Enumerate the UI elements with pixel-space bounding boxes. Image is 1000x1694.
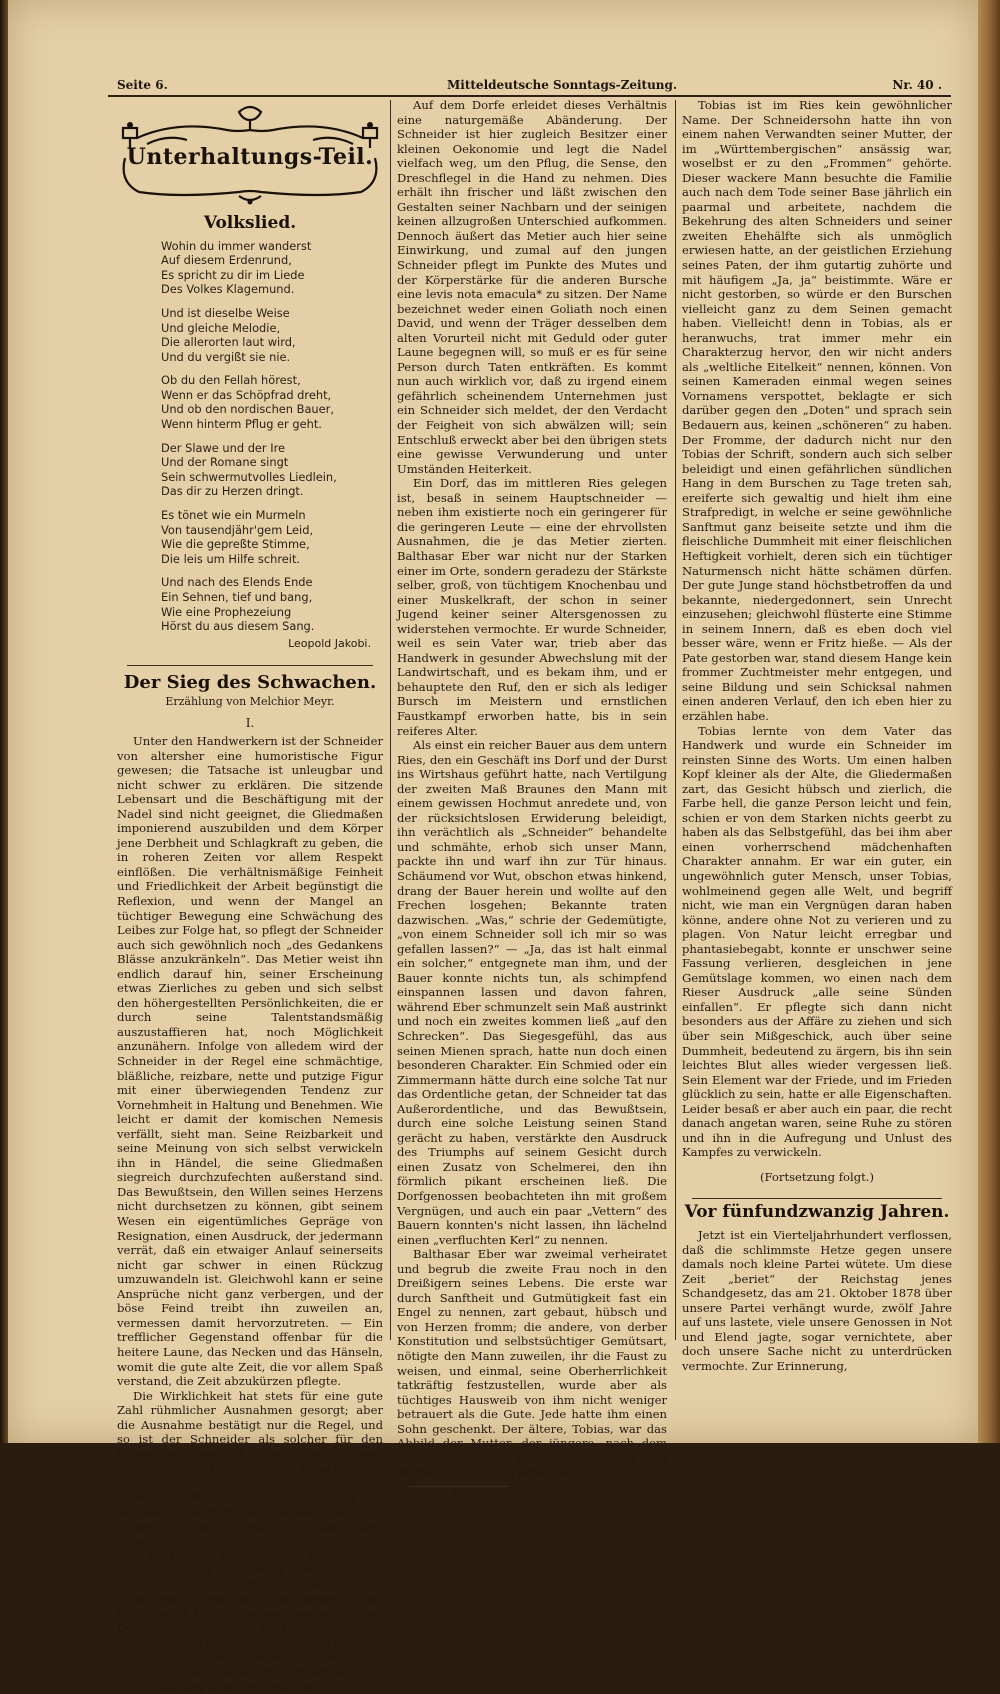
section-title: Unterhaltungs-Teil. <box>126 144 374 170</box>
column-rule-2 <box>675 100 676 1340</box>
column-2 <box>397 98 667 1499</box>
poem-line: Und ist dieselbe Weise <box>161 305 290 320</box>
story-subtitle: Erzählung von Melchior Meyr. <box>165 694 335 708</box>
poem-stanza <box>161 508 383 566</box>
poem-line: Wenn hinterm Pflug er geht. <box>161 417 322 432</box>
poem-line: Und gleiche Melodie, <box>161 320 281 335</box>
story-paragraph-2: Die Wirklichkeit hat stets für eine gute Zahl rühmlicher Ausnahmen gesorgt; aber die Ausnahme bestätigt nur die Regel, und so ist der Schneider als solcher für den Humor im Leben und in der Kunst ein Typus geworden und hat die Sprache mit charakteristierenden Ausdrücken bereichert. Wenn in einer Erzählung ein Schneider auftritt, so denken wir uns notwendig eine Figur, die der oben gegebenen Schilderung entspricht. Hätte der Poet nun die Absicht, durch einen Vertreter dieses Handwerks gewaltige Taten tun zu lassen, so müßte er seine Fähigkeit dazu ganz besonders nachweisen. Der Hufschmied kann ohne weiteres ein halbes Dutzend Schneider in die Flucht schlagen; wenn aber ein Schneider ein halbes Dutzend Hufschmiede niederstreckte, so wäre das eine Tat, über deren Möglichkeit wir uns eine Erklärung ausbitten müßten. <box>117 1388 383 1694</box>
poem-body <box>117 239 383 634</box>
poem-line: Die allerorten laut wird, <box>161 335 296 350</box>
poem-line: Wohin du immer wanderst <box>161 238 312 253</box>
article2-paragraph: Jetzt ist ein Vierteljahrhundert verflossen, daß die schlimmste Hetze gegen unsere damals noch kleine Partei wütete. Um diese Zeit „beriet“ der Reichstag jenes Schandgesetz, das am 21. Oktober 1878 über unsere Partei verhängt wurde, zwölf Jahre auf uns lastete, viele unsere Genossen in Not und Elend jagte, sogar vernichtete, aber doch unsere Sache nicht zu unterdrücken vermochte. Zur Erinnerung, <box>682 1228 952 1373</box>
poem-stanza <box>161 575 383 633</box>
story-paragraph-1: Unter den Handwerkern ist der Schneider von altersher eine humoristische Figur gewesen; die Tatsache ist unleugbar und nicht schwer zu erklären. Die sitzende Lebensart und die Beschäftigung mit der Nadel sind nicht geeignet, die Gliedmaßen imponierend auszubilden und dem Körper jene Derbheit und Schlagkraft zu geben, die in roheren Zeiten vor allem Respekt einflößen. Die verhältnismäßige Feinheit und Friedlichkeit der Arbeit begünstigt die Reflexion, und wenn der Mangel an tüchtiger Bewegung eine Schwächung des Leibes zur Folge hat, so pflegt der Schneider auch sich gewöhnlich noch „des Gedankens Blässe anzukränkeln“. Das Metier weist ihn endlich darauf hin, seiner Erscheinung etwas Zierliches zu geben und sich selbst den höhergestellten Persönlichkeiten, die er durch seine Talentstandsmäßig auszustaffieren hat, noch Möglichkeit anzunähern. Infolge von alledem wird der Schneider in der Regel eine schmächtige, bläßliche, reizbare, nette und putzige Figur mit einer überwiegenden Tendenz zur Vornehmheit in Haltung und Benehmen. Wie leicht er damit der komischen Nemesis verfällt, sieht man. Seine Reizbarkeit und seine Meinung von sich selbst verwickeln ihn in Händel, die seine Gliedmaßen siegreich durchzufechten außerstand sind. Das Bewußtsein, den Willen seines Herzens nicht durchsetzen zu können, gibt seinem Wesen ein eigentümliches Gepräge von Resignation, einen Ausdruck, der jedermann verrät, daß ein etwaiger Anlauf seinerseits nicht gar schwer in einen Rückzug umzuwandeln ist. Gleichwohl kann er seine Ansprüche nicht ganz verbergen, und der böse Feind treibt ihn zuweilen an, vermessen damit hervorzutreten. — Ein trefflicher Gegenstand offenbar für die heitere Laune, das Necken und das Hänseln, womit die gute alte Zeit, die vor allem Spaß verstand, die Zeit abzukürzen pflegte. <box>117 733 383 1389</box>
poem-line: Und ob den nordischen Bauer, <box>161 402 334 417</box>
poem-stanza <box>161 306 383 364</box>
page-number: Seite 6. <box>117 78 168 92</box>
poem-line: Hörst du aus diesem Sang. <box>161 619 315 634</box>
poem-line: Der Slawe und der Ire <box>161 440 286 455</box>
section-ornament <box>117 98 383 210</box>
story-title: Der Sieg des Schwachen. <box>123 672 377 694</box>
poem-title: Volkslied. <box>203 213 297 233</box>
page-left-edge <box>0 0 8 1443</box>
poem-line: Wenn er das Schöpfrad dreht, <box>161 387 332 402</box>
poem-line: Ob du den Fellah hörest, <box>161 373 301 388</box>
page-header <box>107 76 950 94</box>
header-rule <box>108 95 951 97</box>
poem-stanza <box>161 373 383 431</box>
story-paragraph-6: Balthasar Eber war zweimal verheiratet und begrub die zweite Frau noch in den Dreißigern seines Lebens. Die erste war durch Sanftheit und Gutmütigkeit fast ein Engel zu nennen, zart gebaut, hübsch und von Herzen fromm; die andere, von derber Konstitution und selbstsüchtiger Gemütsart, nötigte den Mann zuweilen, ihr die Faust zu weisen, und einmal, seine Oberherrlichkeit tatkräftig festzustellen, wurde aber als tüchtiges Hausweib von ihm nicht weniger betrauert als die Gute. Jede hatte ihm einen Sohn geschenkt. Der ältere, Tobias, war das Abbild der Mutter, der jüngere, nach dem Großvater Kaspar genannt, ließ Vater und Mutter gleichmäßig erkennen. <box>397 1247 667 1480</box>
poem-line: Des Volkes Klagemund. <box>161 282 295 297</box>
poem-line: Wie eine Prophezeiung <box>161 604 292 619</box>
poem-stanza <box>161 239 383 297</box>
section-divider <box>127 665 373 666</box>
poem-line: Wie die gepreßte Stimme, <box>161 537 310 552</box>
poem-line: Sein schwermutvolles Liedlein, <box>161 469 337 484</box>
poem-line: Die leis um Hilfe schreit. <box>161 551 301 566</box>
story-paragraph-4: Ein Dorf, das im mittleren Ries gelegen ist, besaß in seinem Hauptschneider — neben ihm existierte noch ein geringerer für die geringeren Leute — eine der ehrvollsten Ausnahmen, die je das Metier zierten. Balthasar Eber war nicht nur der Starken einer im Orte, sondern geradezu der Stärkste selber, groß, von tüchtigem Knochenbau und einer Muskelkraft, der schon in seiner Jugend keiner seiner Altersgenossen zu widerstehen vermochte. Er wurde Schneider, weil es sein Vater war, trieb aber das Handwerk in gesunder Abwechslung mit der Landwirtschaft, und es bekam ihm, und er behauptete den Ruf, den er sich als lediger Bursch im Meistern und ernstlichen Faustkampf erworben hatte, bis in sein reiferes Alter. <box>397 476 667 738</box>
poem-line: Es spricht zu dir im Liede <box>161 267 305 282</box>
footnote: * Moralische Anrüchigkeit. <box>443 1487 580 1499</box>
newspaper-title: Mitteldeutsche Sonntags-Zeitung. <box>447 78 678 92</box>
continued-note: (Fortsetzung folgt.) <box>759 1169 874 1184</box>
poem-author: Leopold Jakobi. <box>288 636 371 650</box>
story-chapter: I. <box>245 716 255 731</box>
column-rule-1 <box>390 100 391 1340</box>
column-3 <box>682 98 952 1373</box>
poem-line: Und du vergißt sie nie. <box>161 349 291 364</box>
story-paragraph-7: Tobias ist im Ries kein gewöhnlicher Name. Der Schneidersohn hatte ihn von einem nahen Verwandten seiner Mutter, der im „Württembergischen“ ansässig war, woselbst er zu den „Frommen“ gehörte. Dieser wackere Mann besuchte die Familie auch nach dem Tode seiner Base jährlich ein paarmal und arbeitete, nachdem die Bekehrung des alten Schneiders und seiner zweiten Ehehälfte sich als unmöglich erwiesen hatte, an der geistlichen Erziehung seines Paten, der ihm gutartig zuhörte und mit häufigem „Ja, ja“ beistimmte. Wäre er nicht gestorben, so würde er den Burschen vielleicht ganz zu dem Seinen gemacht haben. Vielleicht! denn in Tobias, als er heranwuchs, trat immer mehr ein Charakterzug hervor, den wir nicht anders als „weltliche Eitelkeit“ nennen, können. Von seinen Kameraden einmal wegen seines Vornamens verspottet, beklagte er sich darüber gegen den „Doten“ und sprach sein Bedauern aus, keinen „schöneren“ zu haben. Der Fromme, der dadurch nicht nur den Tobias der Schrift, sondern auch sich selber beleidigt und einen gefährlichen sündlichen Hang in dem Burschen zu Tage treten sah, ereiferte sich gewaltig und hielt ihm eine Strafpredigt, in welche er seine gewöhnliche Sanftmut ganz beiseite setzte und ihm die fleischliche Dummheit mit einer fleischlichen Heftigkeit vorhielt, deren sich ein tüchtiger Naturmensch nicht hätte schämen dürfen. Der gute Junge stand höchstbetroffen da und bekannte, niedergedonnert, sein Unrecht einzusehen; gleichwohl flüsterte eine Stimme in seinem Innern, daß es eben doch viel besser wäre, wenn er Fritz hieße. — Als der Pate gestorben war, stand diesem Hange kein frommer Zuchtmeister mehr entgegen, und seine Bildung und sein Schicksal nahmen einen anderen Verlauf, den ich eben hier zu erzählen habe. <box>682 98 952 723</box>
poem-line: Das dir zu Herzen dringt. <box>161 484 304 499</box>
story-paragraph-3: Auf dem Dorfe erleidet dieses Verhältnis eine naturgemäße Abänderung. Der Schneider ist hier zugleich Besitzer einer kleinen Oekonomie und legt die Nadel vielfach weg, um den Pflug, die Sense, den Dreschflegel in die Hand zu nehmen. Dies erhält ihn frischer und läßt zwischen den Gestalten seiner Nachbarn und der seinigen keinen allzugroßen Unterschied aufkommen. Dennoch äußert das Metier auch hier seine Einwirkung, und zumal auf den jungen Schneider pflegt im Punkte des Mutes und der Körperstärke für die anderen Bursche eine levis nota emacula* zu sitzen. Der Name bezeichnet weder einen Goliath noch einen David, und wenn der Träger desselben dem alten Vorurteil nicht mit Geduld oder guter Laune begegnen will, so muß er es für seine Person durch Taten entkräften. Es kommt nun auch wirklich vor, daß zu irgend einem gefährlich scheinendem Unternehmen just ein Schneider sich meldet, der den Verdacht der Feigheit von sich abwälzen will; sein Entschluß erweckt aber bei den übrigen stets eine gewisse Verwunderung und unter Umständen Heiterkeit. <box>397 98 667 476</box>
column-1 <box>117 98 383 1694</box>
poem-line: Ein Sehnen, tief und bang, <box>161 590 313 605</box>
article-divider <box>692 1198 942 1199</box>
poem-line: Und der Romane singt <box>161 455 289 470</box>
poem-line: Auf diesem Erdenrund, <box>161 253 292 268</box>
article2-title: Vor fünfundzwanzig Jahren. <box>684 1202 950 1223</box>
poem-stanza <box>161 441 383 499</box>
story-paragraph-8: Tobias lernte von dem Vater das Handwerk und wurde ein Schneider im reinsten Sinne des Worts. Um einen halben Kopf kleiner als der Alte, die Gliedermaßen zart, das Gesicht hübsch und zierlich, die Farbe hell, die ganze Person leicht und fein, schien er von dem Starken nichts geerbt zu haben als das Selbstgefühl, das bei ihm aber einen vorherrschend mädchenhaften Charakter annahm. Er war ein guter, ein ungewöhnlich guter Mensch, unser Tobias, wohlmeinend gegen alle Welt, und begriff nicht, wie man ein Vergnügen daran haben könne, andere ohne Not zu verieren und zu plagen. Von Natur leicht erregbar und phantasiebegabt, konnte er unschwer seine Fassung verlieren, desgleichen in jene Gemütslage kommen, wo einen nach dem Rieser Ausdruck „alle seine Sünden einfallen“. Er pflegte sich dann nicht besonders aus der Affäre zu ziehen und sich über sein Mißgeschick, auch über seine Dummheit, bedeutend zu ärgern, bis ihn sein leichtes Blut alles wieder vergessen ließ. Sein Element war der Friede, und im Frieden glücklich zu sein, hatte er alle Eigenschaften. Leider besaß er aber auch ein paar, die recht danach angetan waren, seine Ruhe zu stören und ihn in die Aufregung und Unlust des Kampfes zu verwickeln. <box>682 723 952 1160</box>
poem-line: Von tausendjähr'gem Leid, <box>161 522 314 537</box>
issue-number: Nr. 40 . <box>892 78 942 92</box>
poem-line: Und nach des Elends Ende <box>161 575 313 590</box>
poem-line: Es tönet wie ein Murmeln <box>161 508 306 523</box>
story-paragraph-5: Als einst ein reicher Bauer aus dem untern Ries, den ein Geschäft ins Dorf und der Durst ins Wirtshaus geführt hatte, nach Vertilgung der zweiten Maß Braunes den Mann mit einem gewissen Hochmut anredete und, von der rücksichtslosen Erwiderung beleidigt, ihn verächtlich als „Schneider“ behandelte und schmähte, erhob sich unser Mann, packte ihn und warf ihn zur Tür hinaus. Schäumend vor Wut, obschon etwas hinkend, drang der Bauer herein und wollte auf den Frechen losgehen; Bekannte traten dazwischen. „Was,“ schrie der Gedemütigte, „von einem Schneider soll ich mir so was gefallen lassen?“ — „Ja, das ist halt einmal ein solcher,“ entgegnete man ihm, und der Bauer konnte nichts tun, als schimpfend einspannen lassen und davon fahren, während Eber schmunzelt sein Maß austrinkt und noch ein zweites kommen ließ „auf den Schrecken“. Das Siegesgefühl, das aus seinen Mienen sprach, hatte nun doch einen besonderen Charakter. Ein Schmied oder ein Zimmermann hätte durch eine solche Tat nur das Ordentliche getan, der Schneider tat das Außerordentliche, und das Bewußtsein, durch eine solche Leistung seinen Stand gerächt zu haben, verstärkte den Ausdruck des Triumphs auf seinem Gesicht durch einen Zusatz von Schelmerei, den ihn förmlich pikant erscheinen ließ. Die Dorfgenossen beobachteten ihn mit großem Vergnügen, und auch ein paar „Vettern“ des Bauern konnten's nicht lassen, ihn lächelnd einen „verfluchten Kerl“ zu nennen. <box>397 738 667 1247</box>
binding-spine <box>978 0 1000 1443</box>
